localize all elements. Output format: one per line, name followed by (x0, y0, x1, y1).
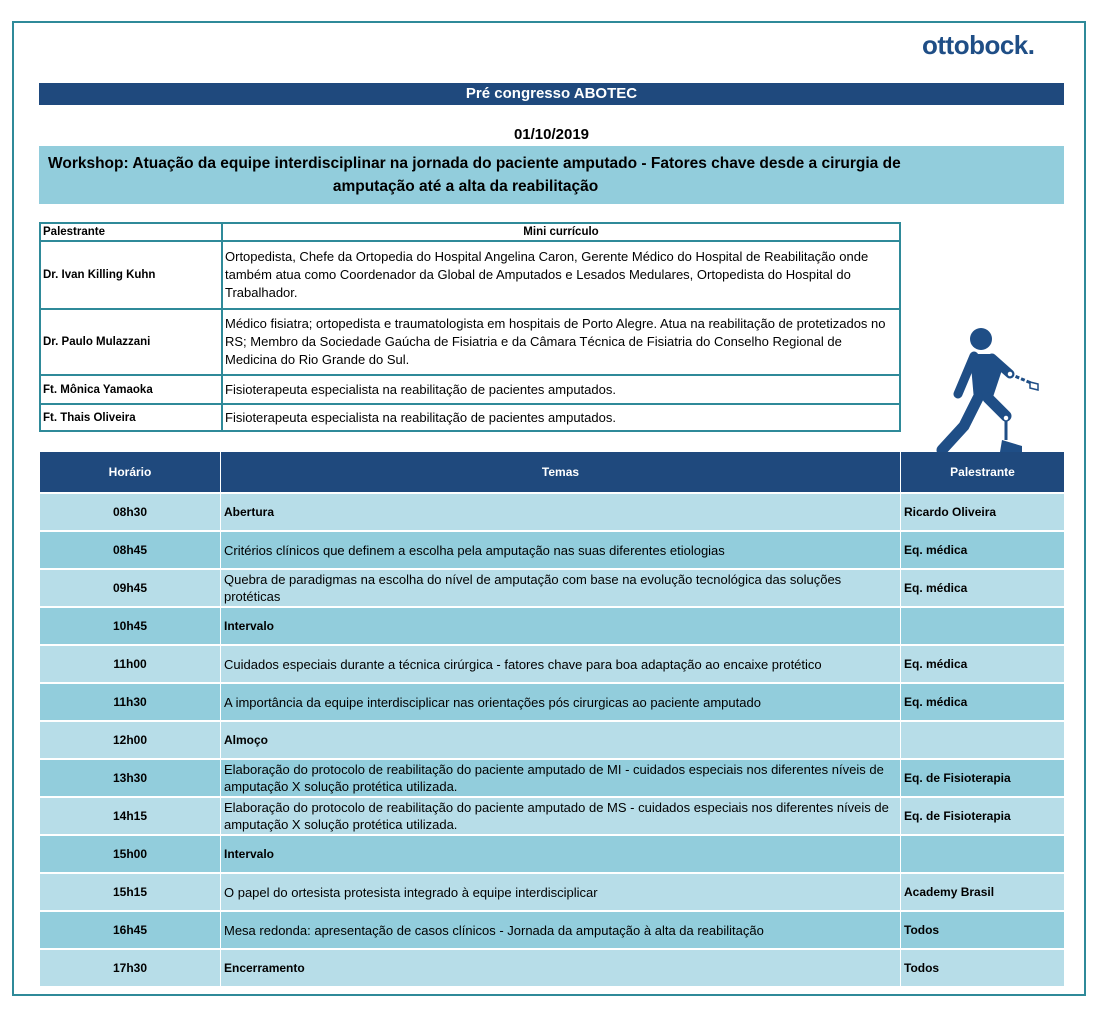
agenda-speaker: Todos (901, 949, 1065, 986)
workshop-title-line1: Workshop: Atuação da equipe interdisciplinar na jornada do paciente amputado - Fatores chave desde a cirurgia de (48, 155, 901, 172)
agenda-topic: Critérios clínicos que definem a escolha pela amputação nas suas diferentes etiologias (221, 531, 901, 569)
walking-amputee-icon (930, 322, 1050, 454)
agenda-speaker: Eq. de Fisioterapia (901, 759, 1065, 797)
agenda-row (40, 797, 1065, 835)
agenda-header-speaker: Palestrante (901, 452, 1065, 493)
bio-speaker-cv: Médico fisiatra; ortopedista e traumatologista em hospitais de Porto Alegre. Atua na reabilitação de protetizados no RS; Membro da Sociedade Gaúcha de Fisiatria e da Câmara Técnica de Fisiatria do Conselho Regional de Medicina do Rio Grande do Sul. (222, 309, 900, 375)
agenda-row (40, 683, 1065, 721)
bio-speaker-name: Dr. Ivan Killing Kuhn (40, 241, 222, 309)
bio-header-speaker: Palestrante (40, 223, 222, 241)
agenda-time: 15h00 (40, 835, 221, 873)
agenda-time: 13h30 (40, 759, 221, 797)
agenda-topic: Abertura (221, 493, 901, 531)
agenda-topic: Encerramento (221, 949, 901, 986)
agenda-topic: Quebra de paradigmas na escolha do nível de amputação com base na evolução tecnológica das soluções protéticas (221, 569, 901, 607)
agenda-row (40, 531, 1065, 569)
agenda-table (39, 452, 1064, 986)
agenda-speaker: Todos (901, 911, 1065, 949)
agenda-topic: Almoço (221, 721, 901, 759)
agenda-time: 17h30 (40, 949, 221, 986)
bio-speaker-cv: Fisioterapeuta especialista na reabilitação de pacientes amputados. (222, 375, 900, 404)
agenda-time: 09h45 (40, 569, 221, 607)
agenda-header-row (40, 452, 1065, 493)
agenda-header-time: Horário (40, 452, 221, 493)
speakers-bio-table (39, 222, 901, 432)
event-date: 01/10/2019 (513, 126, 590, 143)
agenda-speaker: Eq. médica (901, 569, 1065, 607)
agenda-time: 11h30 (40, 683, 221, 721)
agenda-topic: Elaboração do protocolo de reabilitação do paciente amputado de MS - cuidados especiais nos diferentes níveis de amputação X solução protética utilizada. (221, 797, 901, 835)
agenda-time: 15h15 (40, 873, 221, 911)
agenda-row (40, 645, 1065, 683)
agenda-speaker: Eq. médica (901, 531, 1065, 569)
workshop-title (39, 146, 1064, 204)
agenda-speaker: Academy Brasil (901, 873, 1065, 911)
agenda-speaker (901, 721, 1065, 759)
bio-speaker-name: Ft. Thais Oliveira (40, 404, 222, 431)
agenda-speaker (901, 835, 1065, 873)
bio-row (40, 404, 900, 431)
ottobock-logo: ottobock. (922, 30, 1035, 60)
agenda-row (40, 873, 1065, 911)
agenda-row (40, 607, 1065, 645)
agenda-topic: O papel do ortesista protesista integrado à equipe interdisciplicar (221, 873, 901, 911)
agenda-topic: Intervalo (221, 607, 901, 645)
agenda-row (40, 911, 1065, 949)
agenda-row (40, 759, 1065, 797)
agenda-time: 08h30 (40, 493, 221, 531)
agenda-speaker: Eq. médica (901, 683, 1065, 721)
agenda-topic: Intervalo (221, 835, 901, 873)
bio-row (40, 375, 900, 404)
agenda-row (40, 835, 1065, 873)
agenda-speaker: Ricardo Oliveira (901, 493, 1065, 531)
agenda-header-topic: Temas (221, 452, 901, 493)
agenda-row (40, 721, 1065, 759)
agenda-row (40, 493, 1065, 531)
agenda-topic: Cuidados especiais durante a técnica cirúrgica - fatores chave para boa adaptação ao encaixe protético (221, 645, 901, 683)
agenda-speaker: Eq. médica (901, 645, 1065, 683)
agenda-speaker: Eq. de Fisioterapia (901, 797, 1065, 835)
agenda-topic: Elaboração do protocolo de reabilitação do paciente amputado de MI - cuidados especiais nos diferentes níveis de amputação X solução protética utilizada. (221, 759, 901, 797)
event-banner: Pré congresso ABOTEC (39, 83, 1064, 105)
bio-speaker-cv: Ortopedista, Chefe da Ortopedia do Hospital Angelina Caron, Gerente Médico do Hospital de Reabilitação onde também atua como Coordenador da Global de Amputados e Lesados Medulares, Ortopedista do Hospital do Trabalhador. (222, 241, 900, 309)
agenda-topic: A importância da equipe interdisciplicar nas orientações pós cirurgicas ao paciente amputado (221, 683, 901, 721)
workshop-title-line2: amputação até a alta da reabilitação (332, 178, 599, 195)
agenda-time: 12h00 (40, 721, 221, 759)
agenda-time: 16h45 (40, 911, 221, 949)
bio-row (40, 241, 900, 309)
bio-speaker-cv: Fisioterapeuta especialista na reabilitação de pacientes amputados. (222, 404, 900, 431)
agenda-time: 10h45 (40, 607, 221, 645)
bio-header-cv: Mini currículo (222, 223, 900, 241)
agenda-speaker (901, 607, 1065, 645)
bio-row (40, 309, 900, 375)
bio-speaker-name: Ft. Mônica Yamaoka (40, 375, 222, 404)
bio-header-row (40, 223, 900, 241)
agenda-row (40, 949, 1065, 986)
bio-speaker-name: Dr. Paulo Mulazzani (40, 309, 222, 375)
agenda-time: 08h45 (40, 531, 221, 569)
agenda-time: 14h15 (40, 797, 221, 835)
agenda-topic: Mesa redonda: apresentação de casos clínicos - Jornada da amputação à alta da reabilitação (221, 911, 901, 949)
agenda-row (40, 569, 1065, 607)
agenda-time: 11h00 (40, 645, 221, 683)
